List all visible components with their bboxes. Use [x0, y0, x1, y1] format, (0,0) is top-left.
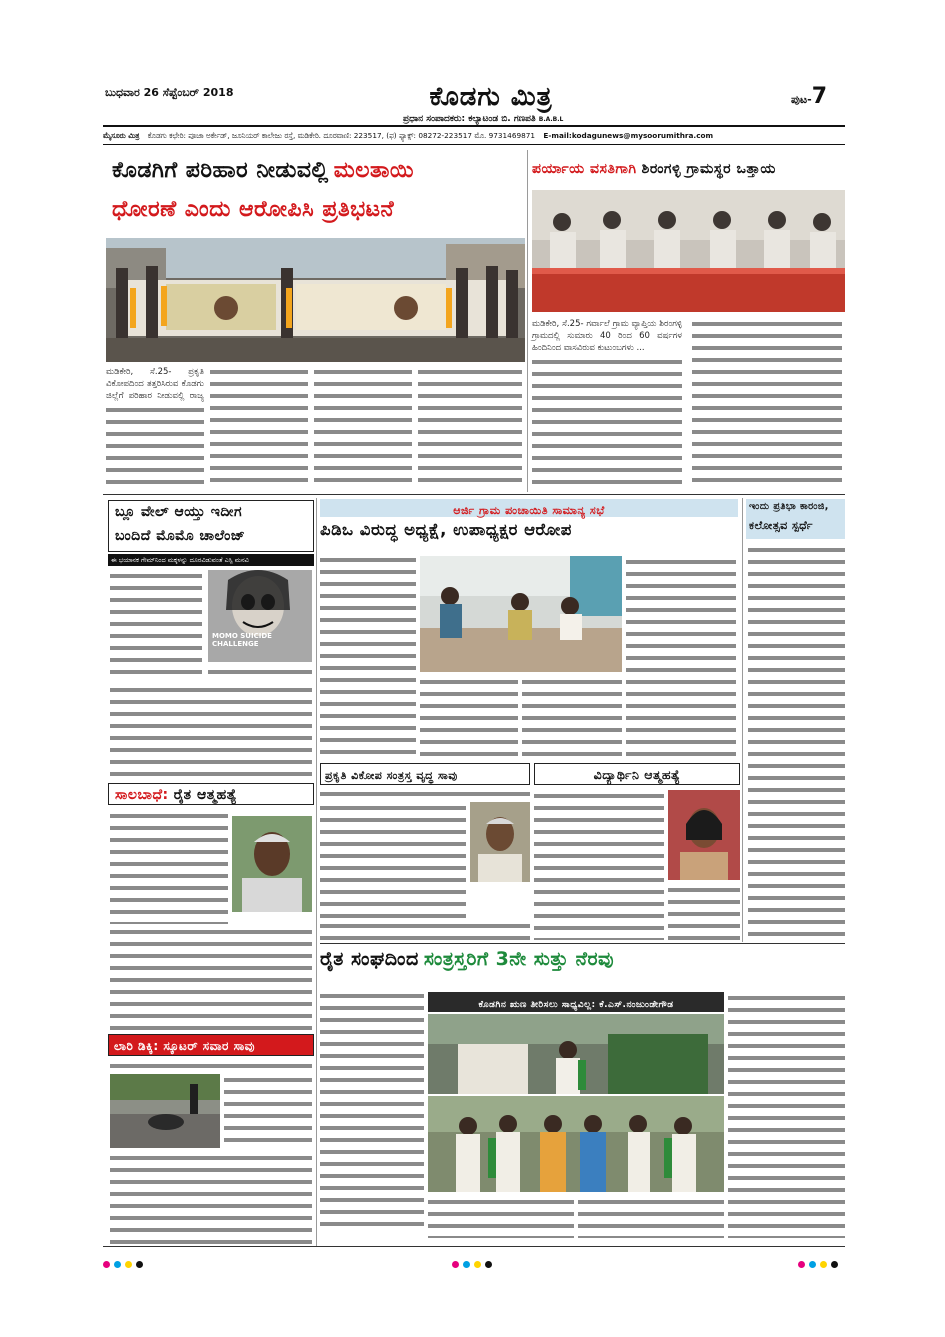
elder-photo: [470, 802, 530, 882]
lead-headline-2: [112, 197, 524, 233]
masthead-date: ಬುಧವಾರ 26 ಸೆಪ್ಟೆಂಬರ್ 2018: [105, 86, 234, 99]
momo-col-1: [110, 570, 202, 680]
raitha-col-1: [320, 990, 424, 1228]
panchayat-photo: [420, 556, 622, 672]
momo-box: [108, 500, 314, 552]
student-col-2: [668, 884, 740, 940]
raitha-photo-group: [428, 1096, 724, 1192]
momo-headline-1: ಬ್ಲೂ ವೇಲ್ ಆಯ್ತು ಇದೀಗ: [115, 504, 243, 520]
meeting-illustration: [420, 556, 622, 672]
dot-black: [136, 1261, 143, 1268]
lead-headline-2-text: ಧೋರಣೆ ಎಂದು ಆರೋಪಿಸಿ ಪ್ರತಿಭಟನೆ: [112, 197, 395, 222]
student-portrait: [668, 790, 740, 880]
farmer-portrait: [232, 816, 312, 912]
elder-col-2: [320, 802, 466, 918]
dot-yellow: [820, 1261, 827, 1268]
masthead-editor: [403, 114, 563, 124]
masthead-editor-text: ಪ್ರಧಾನ ಸಂಪಾದಕರು: ಕಲ್ಯಾಟಂಡ ಬಿ. ಗಣಪತಿ: [403, 114, 536, 124]
dot-magenta: [103, 1261, 110, 1268]
column-rule-right: [742, 498, 743, 942]
panchayat-kicker-text: ಆರ್ಜಿ ಗ್ರಾಮ ಪಂಚಾಯಿತಿ ಸಾಮಾನ್ಯ ಸಭೆ: [453, 504, 605, 517]
shirangalli-headline-a: ಪರ್ಯಾಯ ವಸತಿಗಾಗಿ: [532, 161, 637, 177]
raitha-col-2: [428, 1196, 574, 1238]
raitha-quote-box: [428, 992, 724, 1012]
shirangalli-headline: [532, 158, 845, 186]
lead-headline-1a: ಕೊಡಗಿಗೆ ಪರಿಹಾರ ನೀಡುವಲ್ಲಿ: [112, 158, 329, 183]
dot-yellow: [474, 1261, 481, 1268]
masthead-editor-suffix: B.A.B.L: [538, 116, 564, 123]
panchayat-col-3: [522, 676, 622, 760]
column-rule: [527, 150, 528, 492]
footer-dots-center: [452, 1253, 512, 1263]
pratibha-headline-1: ಇಂದು ಪ್ರತಿಭಾ ಕಾರಂಜಿ,: [749, 501, 829, 512]
lead-headline-1: [112, 158, 524, 194]
student-suicide-headline: ವಿದ್ಯಾರ್ಥಿನಿ ಆತ್ಮಹತ್ಯೆ: [593, 767, 681, 782]
student-photo: [668, 790, 740, 880]
momo-strap: ಈ ಭಯಾನಕ ಗೇಮ್‌ನಿಂದ ಮಕ್ಕಳನ್ನು ದೂರವಿಡುವಂತೆ ಎಸ್ಪಿ ಮನವಿ: [108, 554, 314, 566]
panchayat-col-4: [626, 556, 736, 760]
dot-black: [485, 1261, 492, 1268]
dot-magenta: [452, 1261, 459, 1268]
masthead-title-text: ಕೊಡಗು ಮಿತ್ರ: [429, 82, 553, 112]
shirangalli-col-1: [532, 356, 682, 484]
panchayat-col-1: [320, 554, 416, 760]
group-photo: [428, 1096, 724, 1192]
section-rule-2: [320, 943, 845, 944]
dot-cyan: [463, 1261, 470, 1268]
lead-col-3: [314, 366, 412, 488]
page-number-value: 7: [811, 84, 828, 109]
panchayat-col-2: [420, 676, 518, 760]
shirangalli-body: [532, 318, 845, 488]
scooter-headline: ಲಾರಿ ಡಿಕ್ಕಿ: ಸ್ಕೂಟರ್ ಸವಾರ ಸಾವು: [114, 1039, 255, 1053]
elder-col-1: [320, 788, 530, 800]
panchayat-headline-text: ಪಿಡಿಒ ವಿರುದ್ಧ ಅಧ್ಯಕ್ಷೆ, ಉಪಾಧ್ಯಕ್ಷರ ಆರೋಪ: [320, 520, 572, 539]
elder-death-box: [320, 763, 530, 785]
farmer-photo: [232, 816, 312, 912]
scooter-box: [108, 1034, 314, 1056]
scooter-col-2: [224, 1074, 312, 1148]
raitha-quote: ಕೊಡಗಿನ ಋಣ ತೀರಿಸಲು ಸಾಧ್ಯವಿಲ್ಲ: ಕೆ.ಎಸ್.ನಂಜುಂಡೇಗೌಡ: [478, 1000, 674, 1010]
raitha-photo-top: [428, 1014, 724, 1094]
dot-cyan: [114, 1261, 121, 1268]
pratibha-col: [748, 544, 845, 940]
info-rule: [103, 144, 845, 145]
relief-truck-scene: [428, 1014, 724, 1094]
elder-col-3: [320, 920, 530, 940]
momo-image: [208, 570, 312, 662]
raitha-headline-a: ರೈತ ಸಂಘದಿಂದ: [320, 948, 419, 970]
dot-magenta: [798, 1261, 805, 1268]
farmer-col-1: [110, 810, 228, 924]
masthead-title: [391, 82, 591, 112]
footer-rule: [103, 1246, 845, 1247]
panchayat-kicker: [320, 499, 738, 517]
protest-illustration: [106, 238, 525, 362]
lead-body-text: ಮಡಿಕೇರಿ, ಸೆ.25- ಪ್ರಕೃತಿ ವಿಕೋಪದಿಂದ ತತ್ತರಿಸಿರುವ ಕೊಡಗು ಜಿಲ್ಲೆಗೆ ಪರಿಹಾರ ನೀಡುವಲ್ಲಿ ರಾಜ್ಯ: [106, 367, 204, 401]
momo-image-text: MOMO SUICIDE CHALLENGE: [212, 632, 272, 648]
page-number: [791, 84, 827, 109]
farmer-suicide-box: [108, 783, 314, 805]
momo-face-icon: [208, 570, 312, 662]
info-address: ಕೊಡಗು ಕಛೇರಿ: ಪೂಜಾ ಅರ್ಕೇಡ್, ಜೂನಿಯರ್ ಕಾಲೇಜು ರಸ್ತೆ, ಮಡಿಕೇರಿ. ದೂರವಾಣಿ: 223517, (ಫ) ಫ್ಯಾಕ್ಸ್: 08272-223517 ಮೊ. 9731469871: [147, 131, 536, 140]
scooter-col-top: [110, 1060, 312, 1072]
shirangalli-photo: [532, 190, 845, 312]
accident-scene: [110, 1074, 220, 1148]
momo-col-full: [110, 684, 312, 780]
shirangalli-body-text: ಮಡಿಕೇರಿ, ಸೆ.25- ಗರ್ವಾಲೆ ಗ್ರಾಮ ವ್ಯಾಪ್ತಿಯ ಶಿರಂಗಳ್ಳಿ ಗ್ರಾಮದಲ್ಲಿ ಸುಮಾರು 40 ರಿಂದ 60 ವರ್ಷಗಳ ಹಿಂದಿನಿಂದ ವಾಸವಿರುವ ಕುಟುಂಬಗಳು ...: [532, 319, 682, 353]
panchayat-headline: [320, 520, 738, 550]
masthead-rule: [103, 125, 845, 127]
info-email: E-mail:kodagunews@mysoorumithra.com: [543, 131, 714, 140]
raitha-headline: [320, 948, 845, 984]
student-col-1: [534, 790, 664, 940]
press-meet-illustration: [532, 190, 845, 312]
footer-dots-left: [103, 1253, 163, 1263]
raitha-headline-b: ಸಂತ್ರಸ್ತರಿಗೆ 3ನೇ ಸುತ್ತು ನೆರವು: [423, 948, 615, 970]
section-rule: [103, 494, 845, 495]
momo-headline-2: ಬಂದಿದೆ ಮೊಮೊ ಚಾಲೆಂಜ್: [115, 528, 246, 544]
dot-cyan: [809, 1261, 816, 1268]
elder-death-headline: ಪ್ರಕೃತಿ ವಿಕೋಪ ಸಂತ್ರಸ್ತ ವೃದ್ಧ ಸಾವು: [325, 769, 458, 782]
column-rule-left: [316, 498, 317, 1246]
lead-headline-1b: ಮಲತಾಯಿ: [333, 158, 414, 183]
farmer-suicide-headline-a: ಸಾಲಬಾಧೆ:: [115, 787, 169, 803]
student-suicide-box: [534, 763, 740, 785]
footer-dots-right: [798, 1253, 858, 1263]
info-brand: ಮೈಸೂರು ಮಿತ್ರ: [103, 131, 140, 140]
elder-portrait: [470, 802, 530, 882]
page-label: ಪುಟ-: [791, 93, 812, 106]
scooter-photo: [110, 1074, 220, 1148]
pratibha-headline-2: ಕಲೋತ್ಸವ ಸ್ಪರ್ಧೆ: [749, 519, 813, 532]
lead-col-4: [418, 366, 522, 488]
lead-protest-photo: [106, 238, 525, 362]
lead-body: [106, 366, 525, 494]
scooter-col-full: [110, 1152, 312, 1244]
dot-yellow: [125, 1261, 132, 1268]
lead-col-1: [106, 404, 204, 488]
info-strip: [103, 129, 845, 143]
momo-col-2: [208, 666, 312, 680]
dot-black: [831, 1261, 838, 1268]
pratibha-box: [746, 499, 845, 539]
farmer-suicide-headline-b: ರೈತ ಆತ್ಮಹತ್ಯೆ: [173, 787, 238, 803]
raitha-col-4: [728, 992, 845, 1238]
shirangalli-col-2: [692, 318, 842, 484]
shirangalli-headline-b: ಶಿರಂಗಳ್ಳಿ ಗ್ರಾಮಸ್ಥರ ಒತ್ತಾಯ: [641, 161, 776, 177]
raitha-col-3: [578, 1196, 724, 1238]
lead-col-2: [210, 366, 308, 488]
farmer-col-full: [110, 926, 312, 1030]
